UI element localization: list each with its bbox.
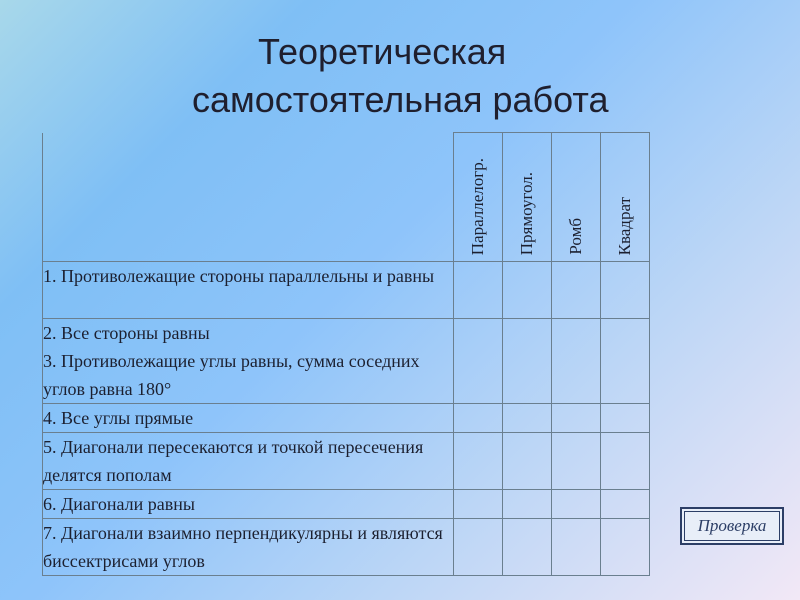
property-cell: 6. Диагонали равны [43,490,454,519]
property-text: Диагонали взаимно перпендикулярны и являются биссектрисами углов [43,523,443,571]
answer-cell[interactable] [454,490,503,519]
property-text: Все стороны равны [61,323,210,343]
answer-cell[interactable] [454,319,503,404]
property-cell: 1. Противолежащие стороны параллельны и равны [43,262,454,319]
answer-cell[interactable] [503,519,552,576]
table-header-row [43,133,650,262]
answer-cell[interactable] [552,490,601,519]
answer-cell[interactable] [601,433,650,490]
property-cell: 5. Диагонали пересекаются и точкой пересечения делятся пополам [43,433,454,490]
check-answers-button[interactable] [680,507,784,545]
answer-cell[interactable] [601,404,650,433]
answer-cell[interactable] [503,433,552,490]
property-number: 6 [43,494,52,514]
answer-cell[interactable] [454,262,503,319]
property-number: 7 [43,523,52,543]
table-corner-cell [43,133,454,262]
answer-cell[interactable] [601,519,650,576]
title-line-2: самостоятельная работа [192,79,609,120]
property-text: Все углы прямые [61,408,194,428]
property-number: 5 [43,437,52,457]
property-cell [43,319,454,404]
property-text: Противолежащие углы равны, сумма соседних углов равна 180° [43,351,420,399]
table-row [43,262,650,319]
property-line: 3. Противолежащие углы равны, сумма соседних углов равна 180° [43,351,420,399]
property-text: Противолежащие стороны параллельны и равны [61,266,435,286]
column-header-square [601,133,650,262]
property-number: 1 [43,266,52,286]
table-row [43,319,650,404]
column-header-parallelogram [454,133,503,262]
column-label: Квадрат [615,196,634,255]
properties-table [42,132,650,576]
slide-title [0,28,800,124]
property-line: 2. Все стороны равны [43,323,210,343]
answer-cell[interactable] [503,404,552,433]
column-label: Прямоугол. [517,171,536,255]
property-text: Диагонали равны [61,494,195,514]
answer-cell[interactable] [601,262,650,319]
column-header-rhombus [552,133,601,262]
answer-cell[interactable] [552,262,601,319]
property-number: 4 [43,408,52,428]
answer-cell[interactable] [552,433,601,490]
title-line-1: Теоретическая [258,31,507,72]
answer-cell[interactable] [503,490,552,519]
column-label: Параллелогр. [468,157,487,255]
answer-cell[interactable] [503,262,552,319]
answer-cell[interactable] [454,433,503,490]
table-row [43,404,650,433]
column-header-rectangle [503,133,552,262]
answer-cell[interactable] [601,490,650,519]
table-row [43,519,650,576]
answer-cell[interactable] [503,319,552,404]
property-cell: 4. Все углы прямые [43,404,454,433]
property-number: 3 [43,351,52,371]
property-text: Диагонали пересекаются и точкой пересечения делятся пополам [43,437,424,485]
answer-cell[interactable] [601,319,650,404]
answer-cell[interactable] [454,519,503,576]
answer-cell[interactable] [552,519,601,576]
answer-cell[interactable] [454,404,503,433]
table-row [43,433,650,490]
table-row [43,490,650,519]
answer-cell[interactable] [552,404,601,433]
check-button-label: Проверка [684,511,780,541]
property-cell: 7. Диагонали взаимно перпендикулярны и являются биссектрисами углов [43,519,454,576]
property-number: 2 [43,323,52,343]
column-label: Ромб [566,218,585,255]
answer-cell[interactable] [552,319,601,404]
